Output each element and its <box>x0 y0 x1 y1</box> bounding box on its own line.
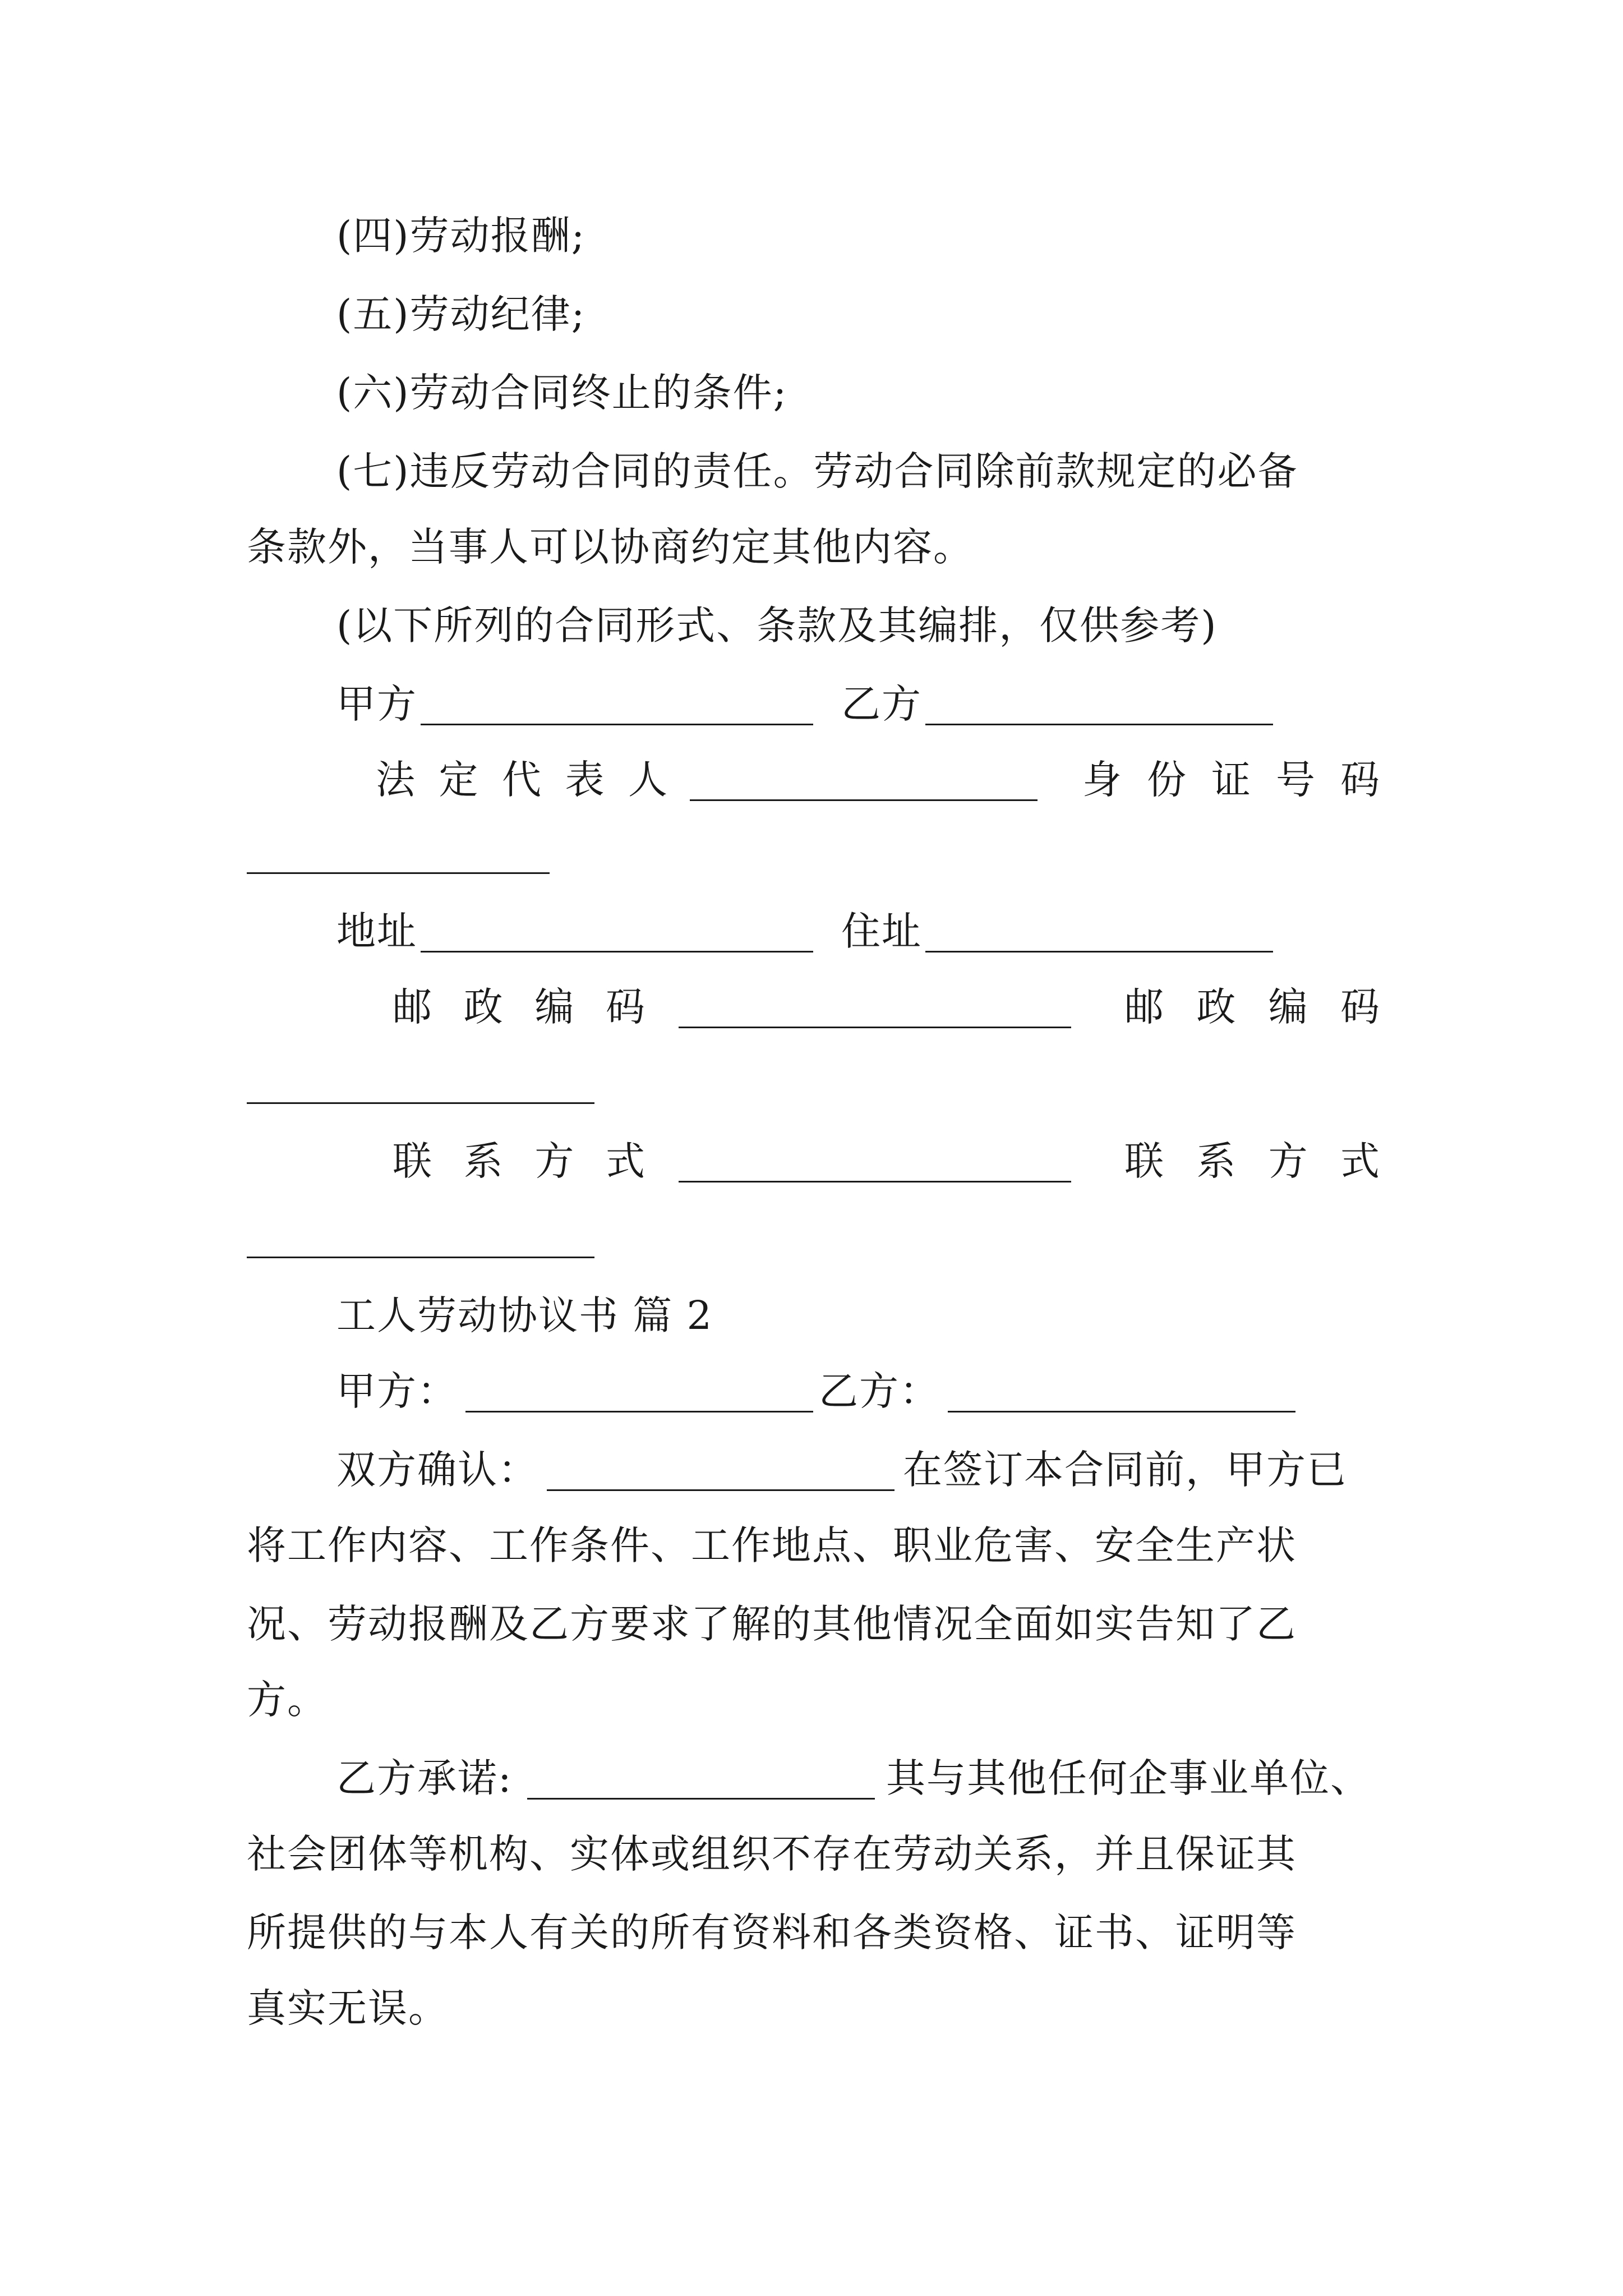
promise-label: 乙方承诺: <box>336 1755 513 1801</box>
contact-char: 方 <box>1268 1138 1308 1184</box>
party-b-label: 乙方 <box>841 681 922 727</box>
confirm-text-3: 况、劳动报酬及乙方要求了解的其他情况全面如实告知了乙 <box>247 1601 1297 1647</box>
reference-note: (以下所列的合同形式、条款及其编排，仅供参考) <box>336 602 1218 648</box>
contact-a-label <box>393 1138 645 1184</box>
postcode-char: 编 <box>534 984 574 1030</box>
clause-7-continued: 条款外，当事人可以协商约定其他内容。 <box>247 524 974 570</box>
clause-7: (七)违反劳动合同的责任。劳动合同除前款规定的必备 <box>336 448 1298 494</box>
postcode-char: 码 <box>605 984 645 1030</box>
clause-4: (四)劳动报酬; <box>336 213 586 259</box>
postcode-char: 邮 <box>1124 984 1164 1030</box>
id-number-label <box>1082 757 1380 803</box>
id-number-char: 证 <box>1211 757 1251 803</box>
party-b-blank[interactable] <box>925 724 1273 725</box>
party-a-label: 甲方 <box>336 681 417 727</box>
id-number-blank[interactable] <box>247 872 550 874</box>
postcode-a-label <box>393 984 645 1030</box>
confirm-label: 双方确认： <box>336 1447 538 1493</box>
residence-label: 住址 <box>841 908 922 954</box>
legal-rep-char: 人 <box>628 757 667 803</box>
residence-blank[interactable] <box>925 951 1273 953</box>
postcode-char: 码 <box>1340 984 1380 1030</box>
contact-char: 联 <box>1124 1138 1164 1184</box>
address-blank[interactable] <box>421 951 813 953</box>
contact-char: 方 <box>534 1138 574 1184</box>
legal-rep-blank[interactable] <box>690 799 1038 801</box>
section-2-title: 工人劳动协议书 篇 2 <box>336 1292 713 1338</box>
contact-a-blank[interactable] <box>679 1181 1071 1182</box>
legal-rep-char: 表 <box>565 757 605 803</box>
contact-char: 式 <box>605 1138 645 1184</box>
legal-rep-label <box>376 757 667 803</box>
address-label: 地址 <box>336 908 417 954</box>
legal-rep-char: 代 <box>502 757 541 803</box>
section-2-party-a-blank[interactable] <box>465 1411 813 1412</box>
clause-5: (五)劳动纪律; <box>336 291 586 337</box>
confirm-text-4: 方。 <box>247 1677 328 1723</box>
contact-char: 式 <box>1340 1138 1380 1184</box>
section-2-party-b-label: 乙方： <box>819 1368 940 1414</box>
promise-blank[interactable] <box>527 1798 875 1800</box>
postcode-a-blank[interactable] <box>679 1027 1071 1028</box>
contact-char: 联 <box>393 1138 432 1184</box>
postcode-char: 政 <box>463 984 503 1030</box>
confirm-text-2: 将工作内容、工作条件、工作地点、职业危害、安全生产状 <box>247 1522 1297 1568</box>
promise-text-3: 所提供的与本人有关的所有资料和各类资格、证书、证明等 <box>247 1910 1297 1955</box>
id-number-char: 身 <box>1082 757 1122 803</box>
postcode-char: 编 <box>1268 984 1308 1030</box>
postcode-char: 政 <box>1196 984 1236 1030</box>
postcode-b-blank[interactable] <box>247 1102 594 1104</box>
contact-char: 系 <box>463 1138 503 1184</box>
section-2-party-a-label: 甲方： <box>336 1368 458 1414</box>
id-number-char: 码 <box>1340 757 1380 803</box>
confirm-text-1: 在签订本合同前，甲方已 <box>903 1447 1347 1493</box>
postcode-b-label <box>1124 984 1380 1030</box>
clause-6: (六)劳动合同终止的条件; <box>336 370 788 416</box>
id-number-char: 号 <box>1276 757 1315 803</box>
section-2-party-b-blank[interactable] <box>948 1411 1295 1412</box>
contact-b-blank[interactable] <box>247 1257 594 1258</box>
postcode-char: 邮 <box>393 984 432 1030</box>
promise-text-4: 真实无误。 <box>247 1985 449 2031</box>
id-number-char: 份 <box>1147 757 1186 803</box>
legal-rep-char: 定 <box>439 757 478 803</box>
contact-b-label <box>1124 1138 1380 1184</box>
confirm-blank[interactable] <box>547 1489 895 1491</box>
contact-char: 系 <box>1196 1138 1236 1184</box>
promise-text-1: 其与其他任何企事业单位、 <box>886 1755 1371 1801</box>
legal-rep-char: 法 <box>376 757 415 803</box>
party-a-blank[interactable] <box>421 724 813 725</box>
promise-text-2: 社会团体等机构、实体或组织不存在劳动关系，并且保证其 <box>247 1831 1297 1877</box>
